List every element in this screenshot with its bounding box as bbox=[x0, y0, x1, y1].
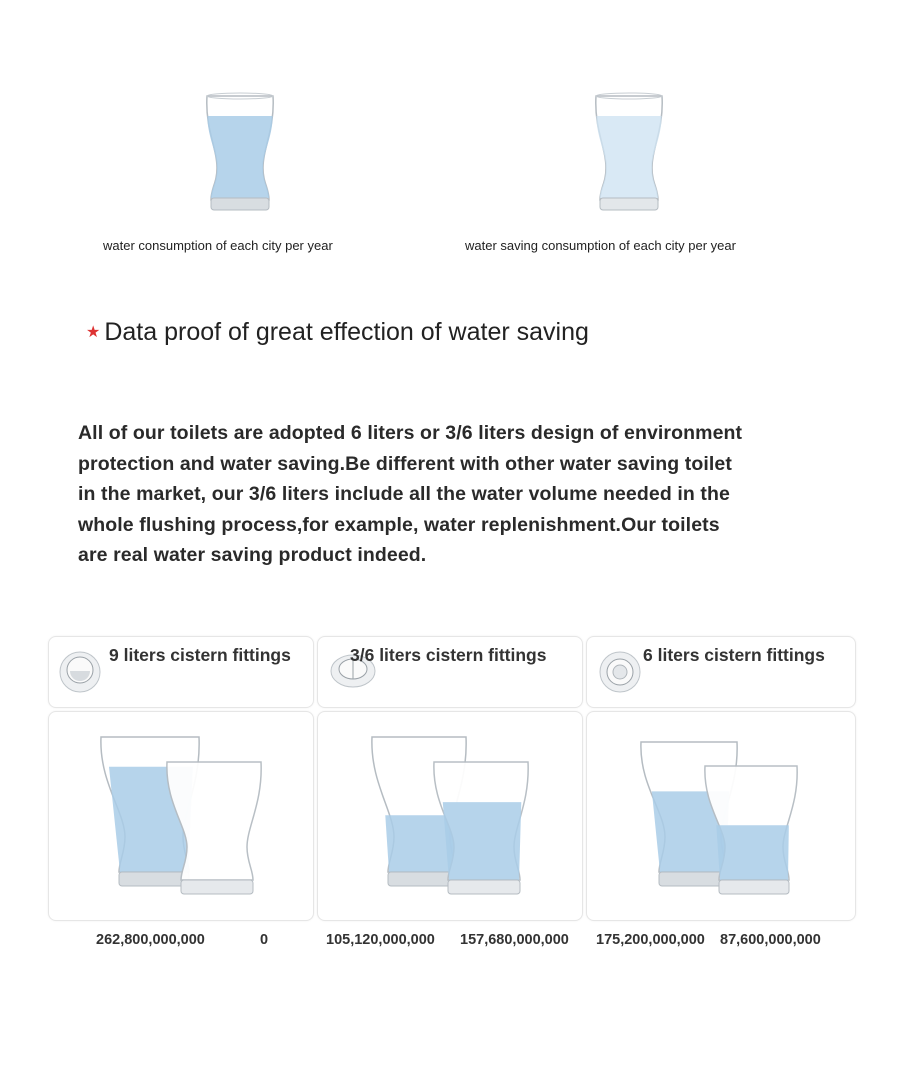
star-icon: ★ bbox=[86, 324, 101, 341]
flush-button-icon bbox=[57, 649, 103, 695]
panel-6l-saving-value: 87,600,000,000 bbox=[720, 932, 821, 948]
panel-title: 3/6 liters cistern fittings bbox=[350, 645, 547, 665]
panel-9l-saving-value: 0 bbox=[260, 932, 269, 948]
panel-6l-body bbox=[586, 711, 856, 921]
panel-glasses bbox=[318, 712, 582, 920]
panel-title: 9 liters cistern fittings bbox=[109, 645, 291, 665]
description-paragraph bbox=[78, 418, 838, 571]
saving-consumption-label: water saving consumption of each city per year bbox=[465, 238, 736, 253]
panel-6l-consumption-value: 175,200,000,000 bbox=[596, 932, 705, 948]
panel-36l-body bbox=[317, 711, 583, 921]
panel-6l-header bbox=[586, 636, 856, 708]
panel-36l-header bbox=[317, 636, 583, 708]
heading-text: Data proof of great effection of water saving bbox=[104, 318, 589, 346]
panel-36l-saving-value: 157,680,000,000 bbox=[460, 932, 569, 948]
flush-button-icon bbox=[597, 649, 643, 695]
panel-title: 6 liters cistern fittings bbox=[643, 645, 825, 665]
panel-glasses bbox=[587, 712, 855, 920]
saving-glass-icon bbox=[584, 88, 674, 218]
panel-9l-header bbox=[48, 636, 314, 708]
paragraph-line: All of our toilets are adopted 6 liters or 3/6 liters design of environment bbox=[78, 422, 743, 444]
water-level bbox=[716, 825, 789, 880]
paragraph-line: are real water saving product indeed. bbox=[78, 544, 427, 566]
panel-9l-consumption-value: 262,800,000,000 bbox=[96, 932, 205, 948]
saving-glass-icon bbox=[434, 762, 528, 894]
section-heading bbox=[86, 318, 589, 347]
paragraph-line: in the market, our 3/6 liters include all the water volume needed in the bbox=[78, 483, 730, 505]
full-consumption-label: water consumption of each city per year bbox=[103, 238, 333, 253]
panel-9l-body bbox=[48, 711, 314, 921]
paragraph-line: protection and water saving.Be different with other water saving toilet bbox=[78, 452, 732, 475]
panel-glasses bbox=[49, 712, 313, 920]
full-glass-icon bbox=[195, 88, 285, 218]
panel-36l-consumption-value: 105,120,000,000 bbox=[326, 932, 435, 948]
water-level bbox=[443, 802, 522, 880]
paragraph-line: whole flushing process,for example, water replenishment.Our toilets bbox=[78, 513, 720, 536]
